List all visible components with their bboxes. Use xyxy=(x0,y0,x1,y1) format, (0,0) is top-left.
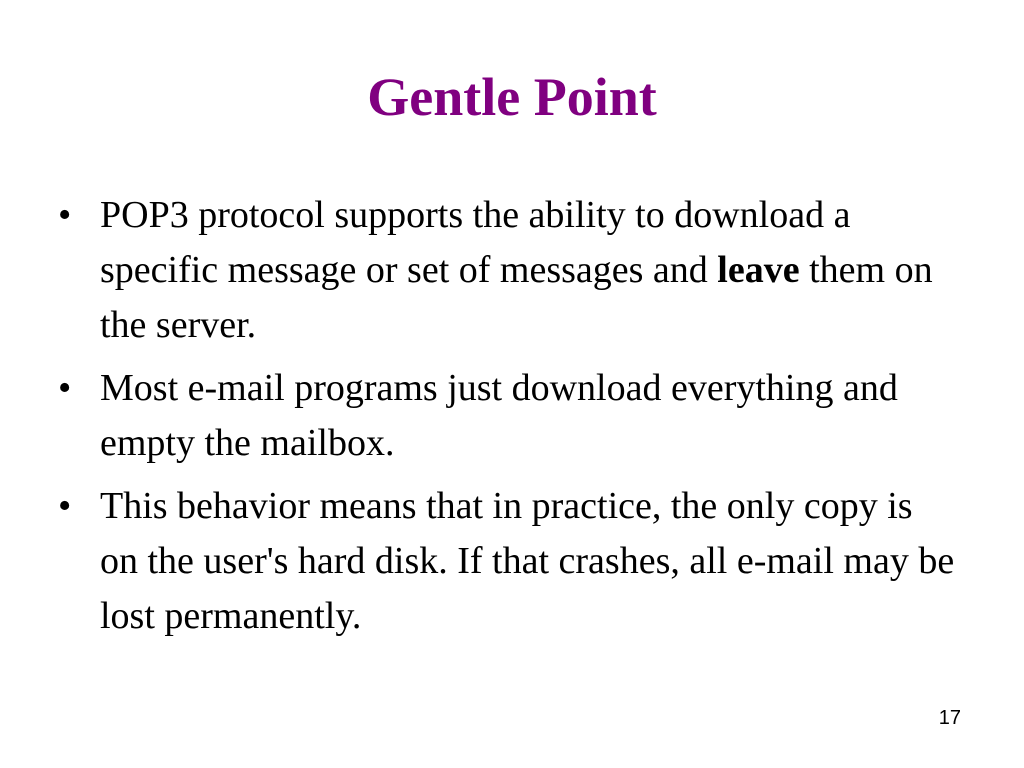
slide-number: 17 xyxy=(938,707,961,729)
bullet-list xyxy=(58,188,958,652)
bullet-bold-word: leave xyxy=(717,249,800,291)
bullet-item xyxy=(58,479,958,644)
bullet-text-before: POP3 protocol supports the ability to download a specific message or set of messages and xyxy=(100,194,851,291)
bullet-item xyxy=(58,361,958,471)
bullet-dot-icon: • xyxy=(58,367,72,409)
bullet-dot-icon: • xyxy=(58,194,72,236)
bullet-text-after: them on the server. xyxy=(100,249,933,346)
bullet-item xyxy=(58,188,958,353)
slide-title: Gentle Point xyxy=(367,67,657,127)
bullet-dot-icon: • xyxy=(58,485,72,527)
bullet-text: This behavior means that in practice, the only copy is on the user's hard disk. If that crashes, all e-mail may be lost permanently. xyxy=(100,485,955,637)
bullet-text: Most e-mail programs just download everything and empty the mailbox. xyxy=(100,367,898,464)
